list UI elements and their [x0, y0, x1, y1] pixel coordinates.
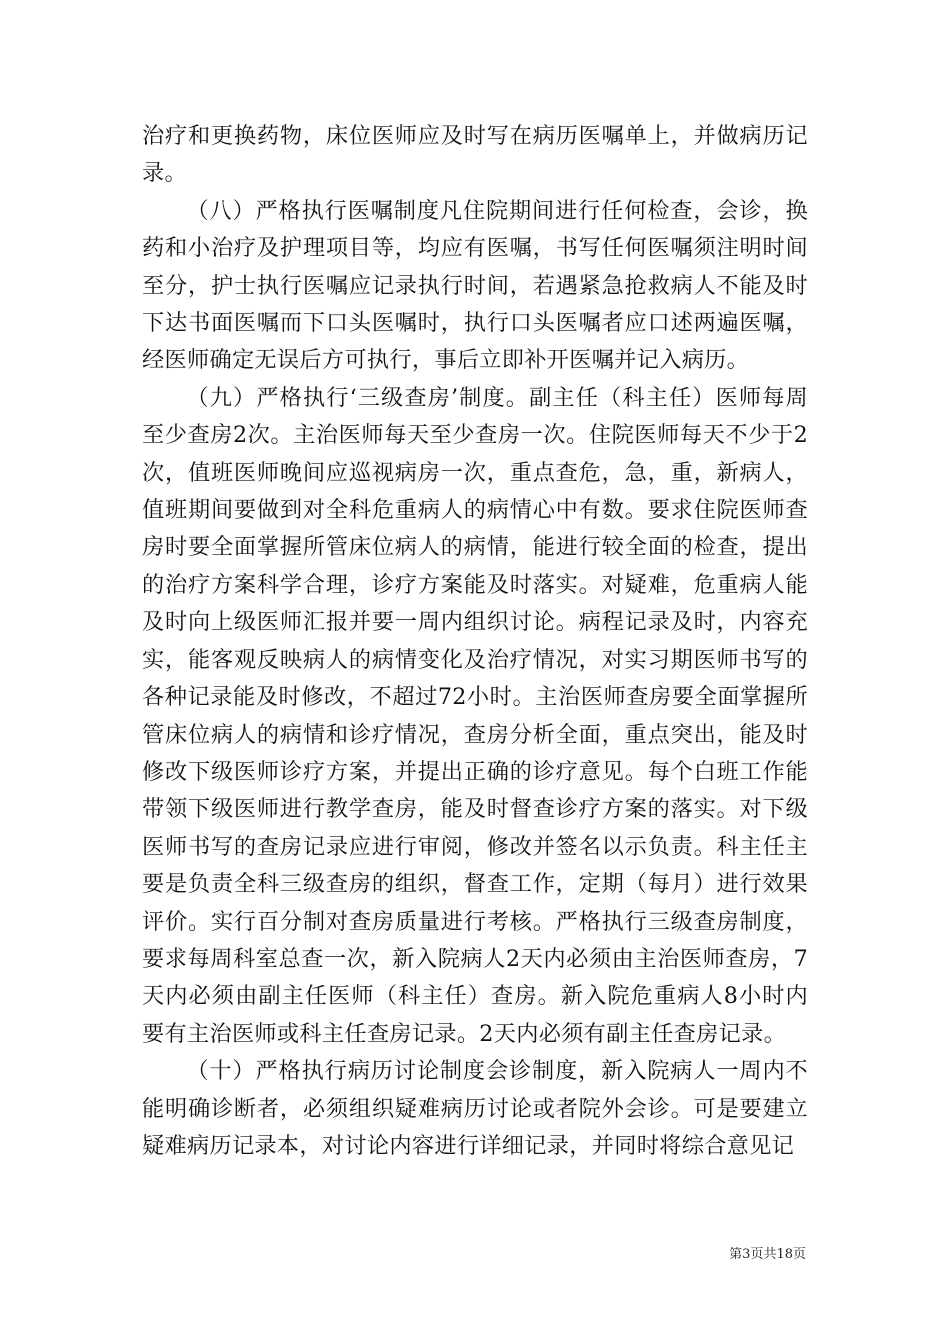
paragraph-continuation: 治疗和更换药物，床位医师应及时写在病历医嘱单上，并做病历记录。 [142, 123, 808, 187]
document-body [142, 118, 808, 1165]
paragraph-section-10: （十）严格执行病历讨论制度会诊制度，新入院病人一周内不能明确诊断者，必须组织疑难病历讨论或者院外会诊。可是要建立疑难病历记录本，对讨论内容进行详细记录，并同时将综合意见记 [142, 1058, 808, 1159]
paragraph-section-8: （八）严格执行医嘱制度凡住院期间进行任何检查，会诊，换药和小治疗及护理项目等，均应有医嘱，书写任何医嘱须注明时间至分，护士执行医嘱应记录执行时间，若遇紧急抢救病人不能及时下达书面医嘱而下口头医嘱时，执行口头医嘱者应口述两遍医嘱，经医师确定无误后方可执行，事后立即补开医嘱并记入病历。 [142, 197, 808, 374]
paragraph-section-9: （九）严格执行‘三级查房’制度。副主任（科主任）医师每周至少查房2次。主治医师每天至少查房一次。住院医师每天不少于2次，值班医师晚间应巡视病房一次，重点查危，急，重，新病人，值班期间要做到对全科危重病人的病情心中有数。要求住院医师查房时要全面掌握所管床位病人的病情，能进行较全面的检查，提出的治疗方案科学合理，诊疗方案能及时落实。对疑难，危重病人能及时向上级医师汇报并要一周内组织讨论。病程记录及时，内容充实，能客观反映病人的病情变化及治疗情况，对实习期医师书写的各种记录能及时修改，不超过72小时。主治医师查房要全面掌握所管床位病人的病情和诊疗情况，查房分析全面，重点突出，能及时修改下级医师诊疗方案，并提出正确的诊疗意见。每个白班工作能带领下级医师进行教学查房，能及时督查诊疗方案的落实。对下级医师书写的查房记录应进行审阅，修改并签名以示负责。科主任主要是负责全科三级查房的组织，督查工作，定期（每月）进行效果评价。实行百分制对查房质量进行考核。严格执行三级查房制度，要求每周科室总查一次，新入院病人2天内必须由主治医师查房，7天内必须由副主任医师（科主任）查房。新入院危重病人8小时内要有主治医师或科主任查房记录。2天内必须有副主任查房记录。 [142, 384, 808, 1047]
page-number-footer: 第3页共18页 [729, 1247, 806, 1262]
